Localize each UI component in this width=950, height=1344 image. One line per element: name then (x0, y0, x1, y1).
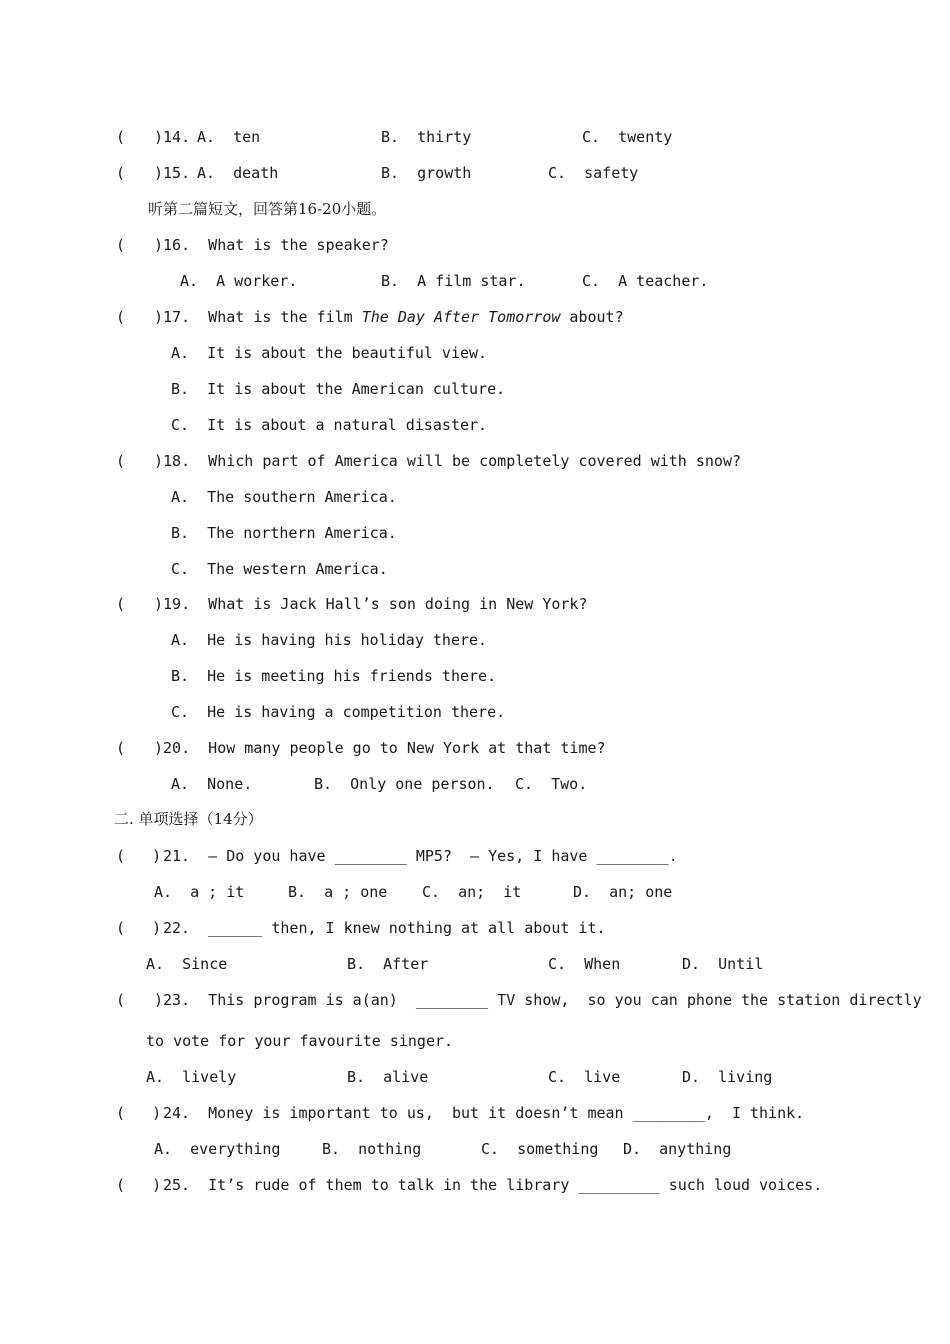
option-c: C. twenty (582, 128, 673, 146)
answer-paren: ( (116, 236, 126, 254)
answer-paren: ( ) (116, 1104, 162, 1122)
option-b: B. A film star. (381, 272, 526, 290)
question-stem: )20. How many people go to New York at that time? (154, 739, 606, 757)
option-c: C. an; it (422, 883, 522, 901)
option-a: A. death (197, 164, 279, 182)
option-a: A. a ; it (154, 883, 245, 901)
answer-paren: ( ) (116, 919, 162, 937)
option-a: A. ten (197, 128, 261, 146)
question-stem: )16. What is the speaker? (154, 236, 389, 254)
answer-paren: ( ) (116, 1176, 162, 1194)
option-b: B. nothing (322, 1140, 422, 1158)
option-a: A. It is about the beautiful view. (171, 344, 488, 362)
option-b: B. a ; one (288, 883, 388, 901)
answer-paren: ( (116, 308, 126, 326)
answer-paren: ( (116, 452, 126, 470)
option-c: C. He is having a competition there. (171, 703, 506, 721)
option-a: A. Since (146, 955, 228, 973)
option-d: D. an; one (573, 883, 673, 901)
answer-paren: ( (116, 128, 126, 146)
question-number: )15. (154, 164, 191, 182)
question-stem: )18. Which part of America will be completely covered with snow? (154, 452, 741, 470)
answer-paren: ( (116, 991, 126, 1009)
option-d: D. Until (682, 955, 764, 973)
stem-text: about? (560, 308, 624, 326)
option-b: B. It is about the American culture. (171, 380, 506, 398)
option-a: A. lively (146, 1068, 237, 1086)
option-b: B. Only one person. (314, 775, 495, 793)
answer-paren: ( (116, 739, 126, 757)
option-c: C. It is about a natural disaster. (171, 416, 488, 434)
option-b: B. The northern America. (171, 524, 397, 542)
question-stem-continued: to vote for your favourite singer. (146, 1032, 454, 1050)
question-stem: )19. What is Jack Hall’s son doing in New York? (154, 595, 588, 613)
passage-instruction: 听第二篇短文，回答第16-20小题。 (148, 200, 387, 218)
option-c: C. A teacher. (582, 272, 709, 290)
option-a: A. everything (154, 1140, 281, 1158)
answer-paren: ( ) (116, 847, 162, 865)
section-heading: 二. 单项选择（14分） (114, 810, 263, 828)
option-d: D. living (682, 1068, 773, 1086)
option-b: B. thirty (381, 128, 472, 146)
option-a: A. A worker. (180, 272, 298, 290)
option-a: A. None. (171, 775, 253, 793)
option-d: D. anything (623, 1140, 732, 1158)
option-c: C. safety (548, 164, 639, 182)
option-c: C. The western America. (171, 560, 388, 578)
answer-paren: ( (116, 164, 126, 182)
option-c: C. When (548, 955, 621, 973)
option-a: A. The southern America. (171, 488, 397, 506)
option-b: B. He is meeting his friends there. (171, 667, 497, 685)
option-b: B. alive (347, 1068, 429, 1086)
option-b: B. growth (381, 164, 472, 182)
option-c: C. Two. (515, 775, 588, 793)
stem-text: )17. What is the film (154, 308, 362, 326)
option-c: C. something (481, 1140, 599, 1158)
question-stem (154, 308, 624, 326)
question-stem: 25. It’s rude of them to talk in the library _________ such loud voices. (163, 1176, 823, 1194)
film-title: The Day After Tomorrow (361, 308, 561, 326)
question-stem: )23. This program is a(an) ________ TV show, so you can phone the station directly (154, 991, 922, 1009)
option-a: A. He is having his holiday there. (171, 631, 488, 649)
option-b: B. After (347, 955, 429, 973)
option-c: C. live (548, 1068, 621, 1086)
question-number: )14. (154, 128, 191, 146)
question-stem: 21. – Do you have ________ MP5? – Yes, I have ________. (163, 847, 678, 865)
answer-paren: ( (116, 595, 126, 613)
question-stem: 22. ______ then, I knew nothing at all about it. (163, 919, 606, 937)
question-stem: 24. Money is important to us, but it doesn’t mean ________, I think. (163, 1104, 805, 1122)
